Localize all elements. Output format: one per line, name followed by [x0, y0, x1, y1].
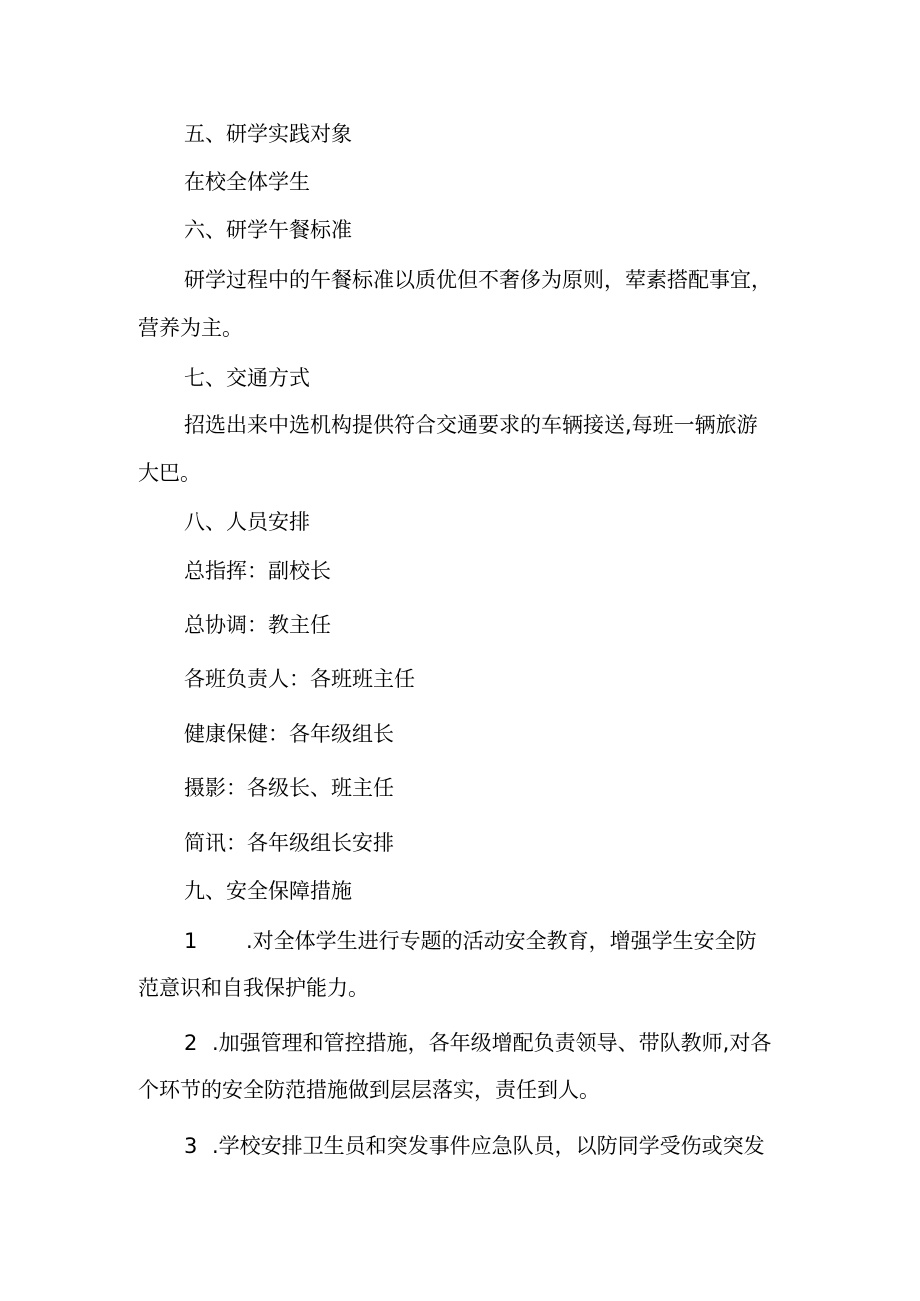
staff-item: 简讯：各年级组长安排: [184, 831, 394, 855]
measure-1-line2: 范意识和自我保护能力。: [138, 976, 369, 1000]
staff-item: 摄影：各级长、班主任: [184, 776, 394, 800]
section-body-5: 在校全体学生: [184, 170, 310, 194]
measure-number: 2: [184, 1031, 198, 1055]
section-body-6-line1: 研学过程中的午餐标准以质优但不奢侈为原则，荤素搭配事宜，: [184, 268, 772, 292]
section-heading-9: 九、安全保障措施: [184, 879, 352, 903]
staff-item: 各班负责人：各班班主任: [184, 667, 415, 691]
measure-1-line1: [184, 926, 757, 956]
measure-2-line1: [184, 1028, 771, 1058]
staff-item: 健康保健：各年级组长: [184, 722, 394, 746]
section-heading-7: 七、交通方式: [184, 366, 310, 390]
measure-3-line1: [184, 1131, 765, 1161]
staff-item: 总指挥：副校长: [184, 559, 331, 583]
section-body-6-line2: 营养为主。: [138, 316, 243, 340]
measure-text: .学校安排卫生员和突发事件应急队员，以防同学受伤或突发: [212, 1134, 765, 1158]
section-heading-8: 八、人员安排: [184, 510, 310, 534]
measure-2-line2: 个环节的安全防范措施做到层层落实，责任到人。: [138, 1078, 600, 1102]
measure-text: .加强管理和管控措施，各年级增配负责领导、带队教师,对各: [212, 1031, 772, 1055]
measure-number: 3: [184, 1134, 198, 1158]
section-body-7-line2: 大巴。: [138, 461, 201, 485]
section-body-7-line1: 招选出来中选机构提供符合交通要求的车辆接送,每班一辆旅游: [184, 413, 758, 437]
measure-text: .对全体学生进行专题的活动安全教育，增强学生安全防: [246, 929, 757, 953]
section-heading-5: 五、研学实践对象: [184, 122, 352, 146]
measure-number: 1: [184, 929, 198, 953]
staff-item: 总协调：教主任: [184, 613, 331, 637]
section-heading-6: 六、研学午餐标准: [184, 218, 352, 242]
